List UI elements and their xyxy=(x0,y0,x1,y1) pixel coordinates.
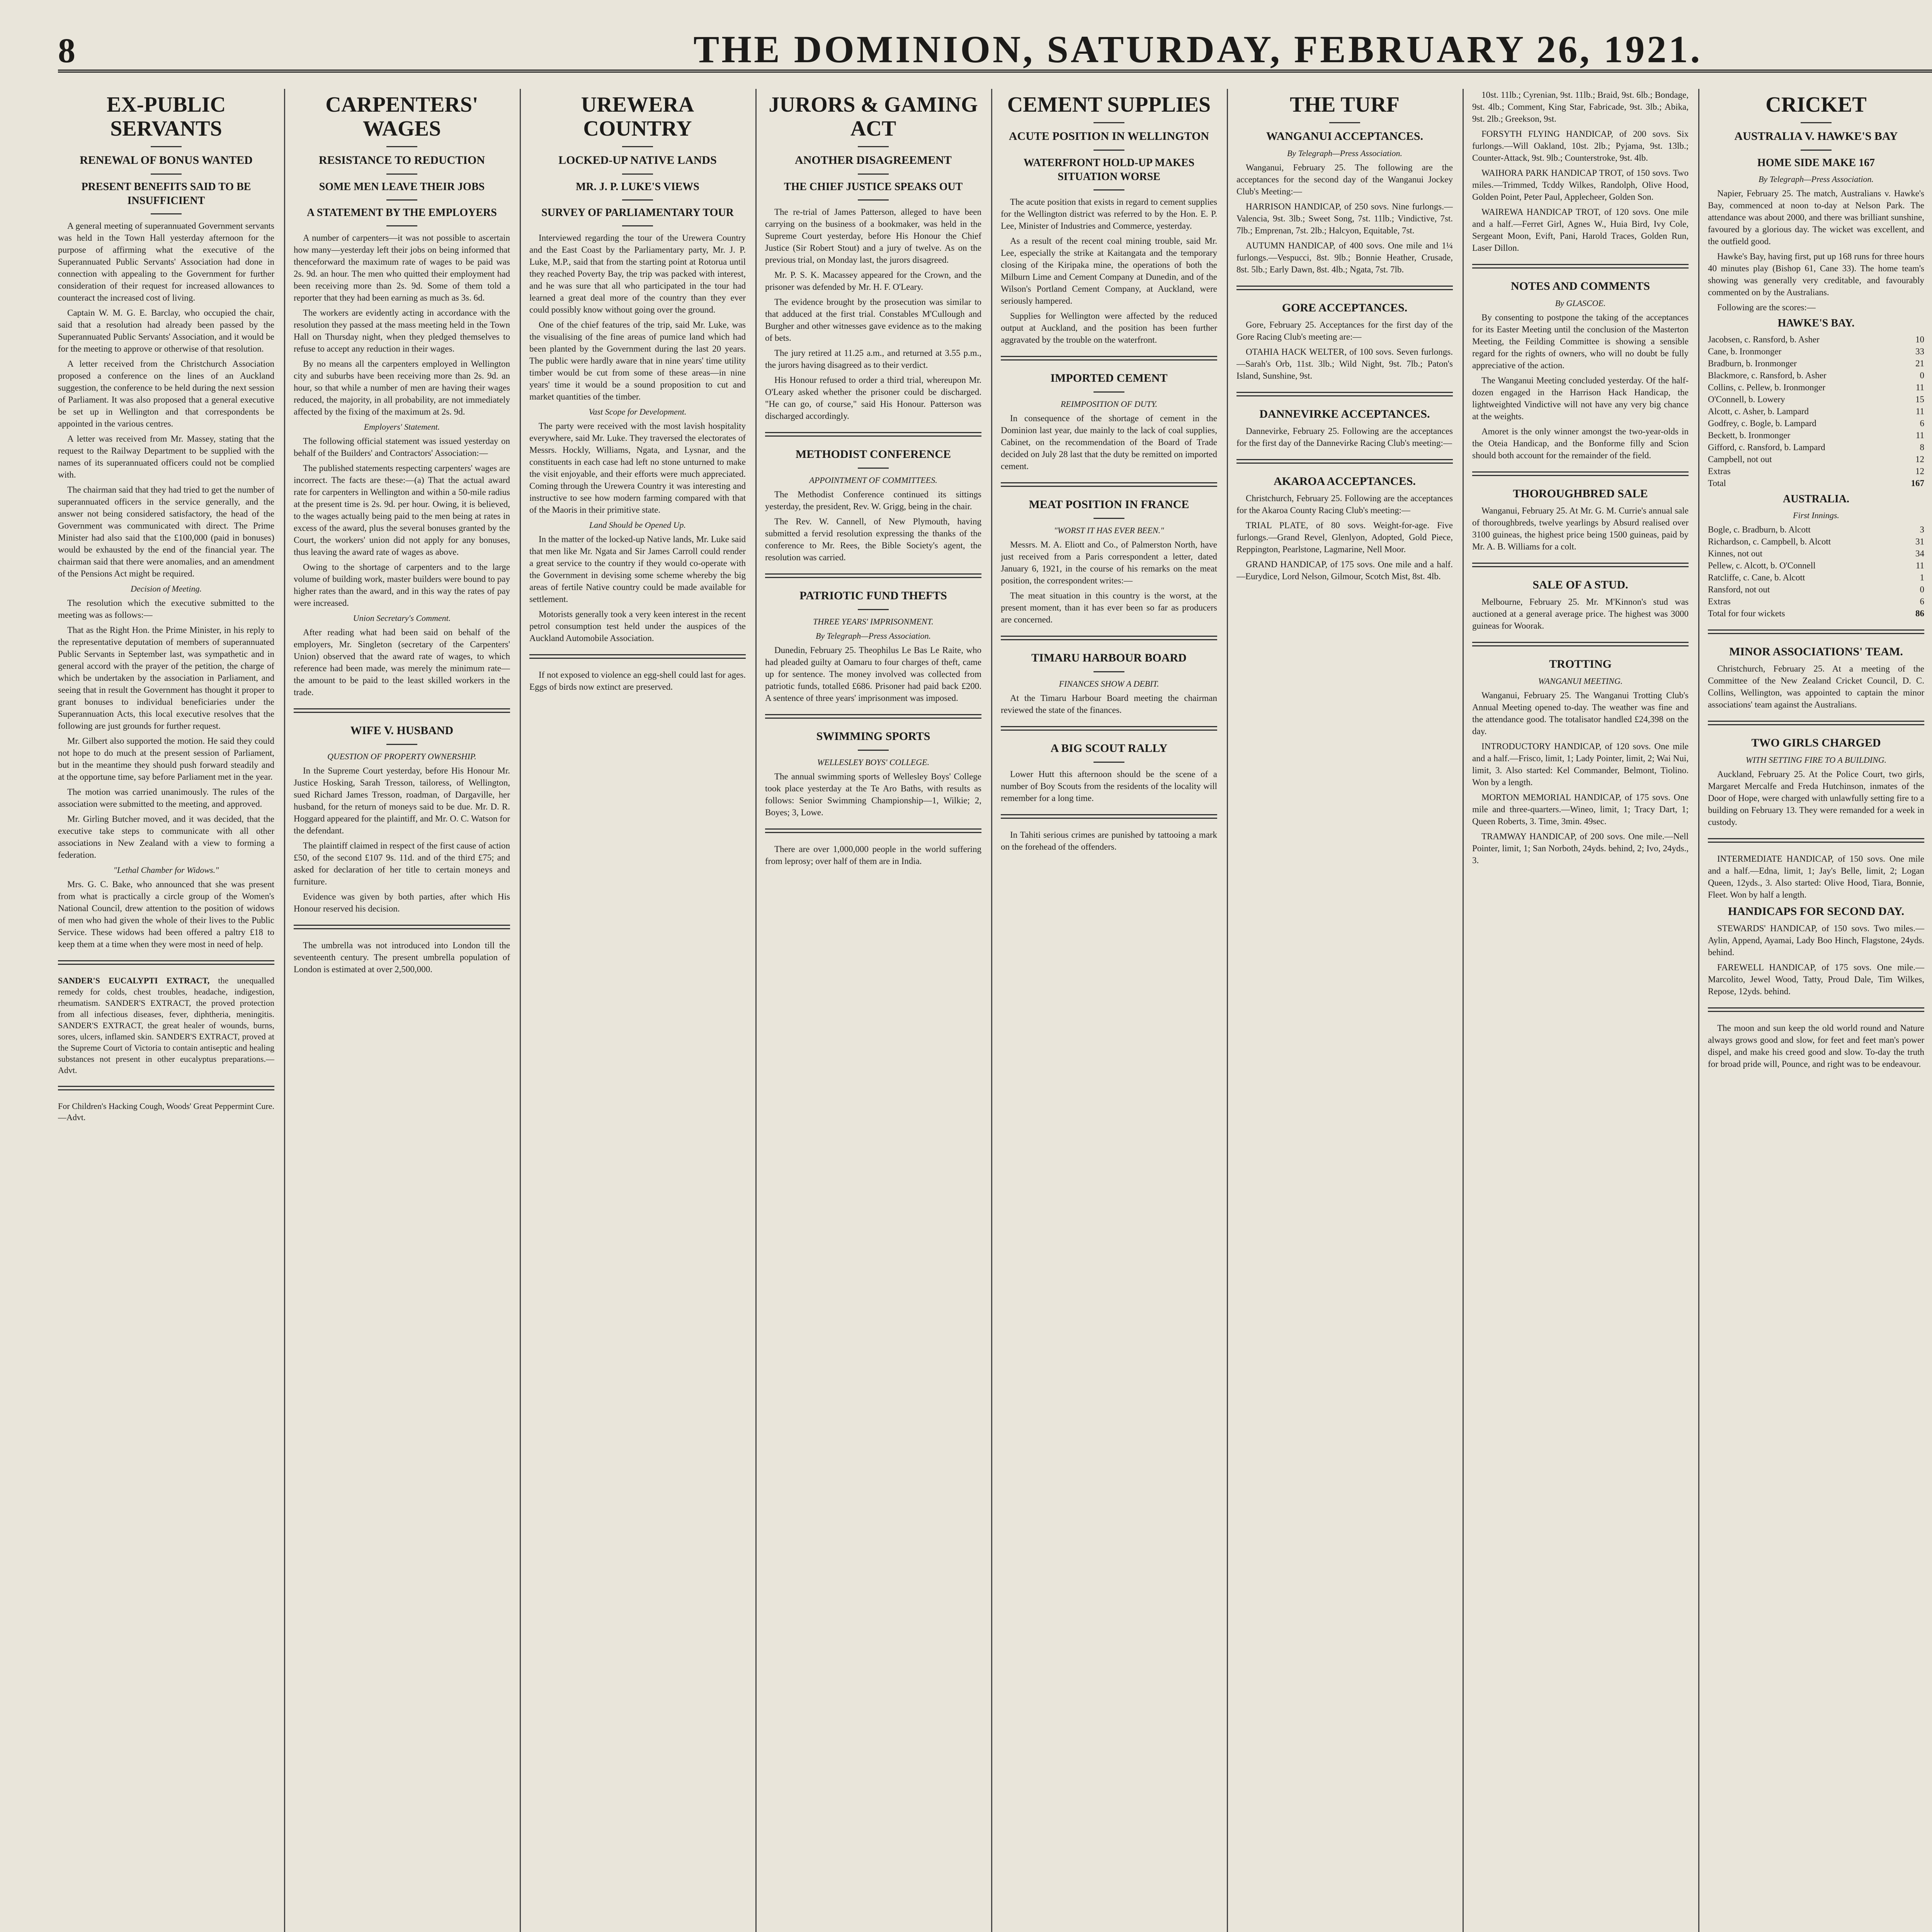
batsman-runs: 15 xyxy=(1915,395,1924,404)
headline: THE TURF xyxy=(1290,93,1400,117)
paragraph: Mr. Gilbert also supported the motion. He said they could not hope to do much at the present session of Parliament, but in the meantime they should push forward steadily and at the opportune time, say before Parliament met in the year. xyxy=(58,736,274,782)
batsman-name: Ratcliffe, c. Cane, b. Alcott xyxy=(1708,573,1805,582)
batsman-name: Pellew, c. Alcott, b. O'Connell xyxy=(1708,561,1816,570)
batsman-name: Campbell, not out xyxy=(1708,454,1772,464)
score-total xyxy=(1708,607,1924,619)
advertisement xyxy=(58,975,274,1076)
cricket-section xyxy=(1708,89,1924,1073)
ad-title: SANDER'S EUCALYPTI EXTRACT, xyxy=(58,976,210,985)
divider xyxy=(1236,286,1453,290)
divider xyxy=(1329,122,1360,123)
batsman-name: Kinnes, not out xyxy=(1708,549,1763,558)
score-row xyxy=(1708,369,1924,381)
batsman-runs: 12 xyxy=(1915,454,1924,464)
subheading: SALE OF A STUD. xyxy=(1532,578,1628,591)
batsman-runs: 11 xyxy=(1915,430,1924,440)
divider xyxy=(1001,726,1217,731)
paragraph: Dannevirke, February 25. Following are the acceptances for the first day of the Dannevirke Racing Club's meeting:— xyxy=(1236,426,1453,448)
batsman-name: Gifford, c. Ransford, b. Lampard xyxy=(1708,442,1825,452)
divider xyxy=(386,199,417,201)
divider xyxy=(1094,391,1124,393)
score-row xyxy=(1708,393,1924,405)
divider xyxy=(1236,459,1453,464)
paragraph: One of the chief features of the trip, said Mr. Luke, was the visualising of the fine areas of pumice land which had been planted by the Government during the last 20 years. The public were hardly aware that in nine years' time utility timber would be cut from some of these areas—in nine years' time it would be a sound proposition to cut and market quantities of the timber. xyxy=(529,320,746,401)
subheading: ACUTE POSITION IN WELLINGTON xyxy=(1009,130,1209,143)
paragraph: By consenting to postpone the taking of the acceptances for its Easter Meeting until the conclusion of the Masterton Meeting, the Feilding Committee is showing a sensible regard for the rights of owners, who will no doubt be fully appreciative of the action. xyxy=(1472,313,1689,370)
score-row xyxy=(1708,441,1924,453)
score-row xyxy=(1708,357,1924,369)
divider xyxy=(1472,264,1689,269)
paragraph: Mr. Girling Butcher moved, and it was decided, that the executive take steps to communicate with all other associations in New Zealand with a view to forming a federation. xyxy=(58,814,274,860)
divider xyxy=(1094,762,1124,763)
deck: SURVEY OF PARLIAMENTARY TOUR xyxy=(541,207,734,219)
paragraph: Lower Hutt this afternoon should be the scene of a number of Boy Scouts from the residents of the locality will remember for a long time. xyxy=(1001,769,1217,803)
divider xyxy=(622,225,653,226)
subheading: TWO GIRLS CHARGED xyxy=(1751,736,1881,749)
total-label: Total xyxy=(1708,478,1726,488)
paragraph: Melbourne, February 25. Mr. M'Kinnon's stud was auctioned at a general average price. The highest was 3000 guineas for Woorak. xyxy=(1472,597,1689,631)
paragraph: WAIREWA HANDICAP TROT, of 120 sovs. One mile and a half.—Ferret Girl, Agnes W., Huia Bird, Ivy Cole, Sergeant Moon, Evift, Pani, Harold Traces, Golden Run, Laser Dillon. xyxy=(1472,207,1689,253)
paragraph: A number of carpenters—it was not possible to ascertain how many—yesterday left their jobs on being informed that thenceforward the maximum rate of wages to be paid was 2s. 9d. an hour. The men who quitted their employment had been receiving more than 2s. 9d. Some of them told a reporter that they had been earning as much as 3s. 6d. xyxy=(294,233,510,303)
batsman-runs: 0 xyxy=(1920,371,1924,380)
divider xyxy=(858,173,889,175)
paragraph: The evidence brought by the prosecution was similar to that adduced at the first trial. Constables M'Cullough and Burgher and other witnesses gave evidence as to the making of bets. xyxy=(765,297,981,343)
total-label: Total for four wickets xyxy=(1708,609,1785,618)
subheading: RESISTANCE TO REDUCTION xyxy=(318,154,485,167)
deck: SOME MEN LEAVE THEIR JOBS xyxy=(319,181,485,193)
score-row xyxy=(1708,453,1924,465)
divider xyxy=(858,468,889,469)
subheading: HANDICAPS FOR SECOND DAY. xyxy=(1728,905,1905,918)
column-3 xyxy=(529,89,746,1932)
paragraph: Captain W. M. G. E. Barclay, who occupied the chair, said that a resolution had already been passed by the Superannuated Public Servants' Association, and it would be for the meeting to approve or otherwise of that resolution. xyxy=(58,308,274,354)
batsman-runs: 8 xyxy=(1920,442,1924,452)
paragraph: The party were received with the most lavish hospitality everywhere, said Mr. Luke. They traversed the electorates of Messrs. Hockly, Williams, Ngata, and Lysnar, and the constituents in each case had left no stone unturned to make the visit enjoyable, and their efforts were much appreciated. Coming through the Urewera Country it was interesting and instructive to see how modern farming compared with that of the Maoris in their primitive state. xyxy=(529,421,746,515)
paragraph: The annual swimming sports of Wellesley Boys' College took place yesterday at the Te Aro Baths, with results as follows: Senior Swimming Championship—1, Wilkie; 2, Boyes; 3, Lowe. xyxy=(765,772,981,817)
paragraph: In consequence of the shortage of cement in the Dominion last year, due mainly to the lack of coal supplies, Cabinet, on the recommendation of the Board of Trade decided on July 28 last that the duty be remitted on imported cement. xyxy=(1001,413,1217,471)
paragraph: The moon and sun keep the old world round and Nature always grows good and slow, for feet and feet man's power dispel, and make his creed good and slow. To-day the truth for broad pride will, Pounce, and right was to be endeavour. xyxy=(1708,1023,1924,1069)
deck: PRESENT BENEFITS SAID TO BE INSUFFICIENT xyxy=(81,181,251,207)
column-rule xyxy=(284,89,285,1932)
section-heading: Land Should be Opened Up. xyxy=(589,520,686,530)
deck: WITH SETTING FIRE TO A BUILDING. xyxy=(1745,755,1887,765)
paragraph: AUTUMN HANDICAP, of 400 sovs. One mile and 1¼ furlongs.—Vespucci, 8st. 9lb.; Bonnie Heather, Crusade, 8st. 5lb.; Early Dawn, 8st. 4lb.; Ngata, 7st. 7lb. xyxy=(1236,241,1453,274)
paragraph: By no means all the carpenters employed in Wellington city and suburbs have been receiving more than 2s. 9d. an hour, so that while a number of men are having their wages reduced, the majority, in all probability, are not immediately affected by the fixing of the maximum at 2s. 9d. xyxy=(294,359,510,417)
divider xyxy=(858,199,889,201)
paragraph: Hawke's Bay, having first, put up 168 runs for three hours 40 minutes play (Bishop 61, Cane 33). The home team's showing was generally very creditable, and favourably commented on by the Australians. xyxy=(1708,252,1924,297)
batsman-runs: 0 xyxy=(1920,585,1924,594)
paragraph: The resolution which the executive submitted to the meeting was as follows:— xyxy=(58,598,274,620)
byline: By Telegraph—Press Association. xyxy=(1758,174,1874,184)
ad-body: the unequalled remedy for colds, chest troubles, headache, indigestion, rheumatism. SANDER'S EXTRACT, the proved protection from all infectious diseases, fever, diphtheria, meningitis. SANDER'S EXTRACT, the great healer of wounds, burns, sores, ulcers, inflamed skin. SANDER'S EXTRACT, proved at the Supreme Court of Victoria to contain antiseptic and healing substances not present in other eucalyptus preparations.—Advt. xyxy=(58,976,274,1075)
divider xyxy=(858,609,889,610)
divider xyxy=(765,432,981,437)
divider xyxy=(1001,482,1217,487)
score-row xyxy=(1708,381,1924,393)
paragraph: Christchurch, February 25. At a meeting of the Committee of the New Zealand Cricket Council, D. C. Collins, Wellington, was appointed to captain the minor associations' team against the Australians. xyxy=(1708,664,1924,709)
headline: CEMENT SUPPLIES xyxy=(1007,93,1211,117)
batsman-name: Ransford, not out xyxy=(1708,585,1770,594)
divider xyxy=(1094,189,1124,190)
score-row xyxy=(1708,583,1924,595)
deck: QUESTION OF PROPERTY OWNERSHIP. xyxy=(327,752,476,761)
deck: A STATEMENT BY THE EMPLOYERS xyxy=(307,207,497,219)
score-row xyxy=(1708,524,1924,536)
deck: WATERFRONT HOLD-UP MAKES SITUATION WORSE xyxy=(1023,157,1195,183)
divider xyxy=(858,750,889,751)
paragraph: The chairman said that they had tried to get the number of superannuated officers in the service generally, and the answer not being considered satisfactory, the head of the Government was communicated with direct. The Prime Minister had also said that the £100,000 (paid in bonuses) would be exhausted by the end of the financial year. The chairman said that there were anomalies, and an amendment of the Pensions Act might be required. xyxy=(58,485,274,578)
divider xyxy=(1001,356,1217,361)
section-heading: Decision of Meeting. xyxy=(131,584,202,594)
paragraph: The acute position that exists in regard to cement supplies for the Wellington district was referred to by the Hon. E. P. Lee, Minister of Industries and Commerce, yesterday. xyxy=(1001,197,1217,231)
paragraph: His Honour refused to order a third trial, whereupon Mr. O'Leary asked whether the prisoner could be discharged. "He can go, of course," said His Honour. Patterson was discharged accordingly. xyxy=(765,375,981,421)
paragraph: WAIHORA PARK HANDICAP TROT, of 150 sovs. Two miles.—Trimmed, Tcddy Wilkes, Randolph, Olive Hood, Golden Point, Peter Paul, Applecheer, Golden Son. xyxy=(1472,168,1689,202)
paragraph: A letter received from the Christchurch Association proposed a conference on the lines of an Auckland suggestion, the conference to be held during the next session of Parliament. It was also proposed that a general executive be set up in Wellington and that correspondents be appointed in the various centres. xyxy=(58,359,274,429)
divider xyxy=(1708,629,1924,634)
section-heading: "Lethal Chamber for Widows." xyxy=(113,865,219,875)
deck: WELLESLEY BOYS' COLLEGE. xyxy=(817,757,930,767)
score-row xyxy=(1708,405,1924,417)
subheading: AKAROA ACCEPTANCES. xyxy=(1274,475,1416,488)
paragraph: Wanganui, February 25. The Wanganui Trotting Club's Annual Meeting opened to-day. The weather was fine and the attendance good. The totalisator handled £24,398 on the day. xyxy=(1472,690,1689,736)
batsman-name: Extras xyxy=(1708,466,1731,476)
batsman-name: Extras xyxy=(1708,597,1731,606)
column-7 xyxy=(1472,89,1689,1932)
newspaper-title: THE DOMINION, SATURDAY, FEBRUARY 26, 1921. xyxy=(693,28,1702,71)
column-6 xyxy=(1236,89,1453,1932)
paragraph: After reading what had been said on behalf of the employers, Mr. Singleton (secretary of the Carpenters' Union) observed that the award rate of wages, to which reference had been made, was merely the minimum rate—the amount to be paid to the least skilled workers in the trade. xyxy=(294,628,510,697)
score-row xyxy=(1708,571,1924,583)
paragraph: The Methodist Conference continued its sittings yesterday, the president, Rev. W. Grigg, being in the chair. xyxy=(765,490,981,511)
divider xyxy=(765,573,981,578)
paragraph: Napier, February 25. The match, Australians v. Hawke's Bay, commenced at noon to-day at Nelson Park. The attendance was about 2000, and there was brilliant sunshine, favoured by a glorious day. The wicket was excellent, and the outfield good. xyxy=(1708,189,1924,246)
divider xyxy=(529,654,746,659)
batsman-name: Beckett, b. Ironmonger xyxy=(1708,430,1791,440)
subheading: IMPORTED CEMENT xyxy=(1050,372,1168,384)
paragraph: INTERMEDIATE HANDICAP, of 150 sovs. One mile and a half.—Edna, limit, 1; Jay's Belle, limit, 2; Logan Queen, 12yds., 3. Also started: Olive Hood, Tiara, Bonnie, Fleet. Won by half a length. xyxy=(1708,854,1924,900)
batsman-runs: 10 xyxy=(1915,335,1924,344)
paragraph: Mr. P. S. K. Macassey appeared for the Crown, and the prisoner was defended by Mr. H. F. O'Leary. xyxy=(765,270,981,292)
batsman-runs: 31 xyxy=(1915,537,1924,546)
subheading: WIFE V. HUSBAND xyxy=(350,724,454,737)
column-rule xyxy=(755,89,757,1932)
column-rule xyxy=(1698,89,1699,1932)
paragraph: Wanganui, February 25. The following are the acceptances for the second day of the Wanganui Jockey Club's Meeting:— xyxy=(1236,163,1453,196)
batsman-name: Richardson, c. Campbell, b. Alcott xyxy=(1708,537,1831,546)
paragraph: Christchurch, February 25. Following are the acceptances for the Akaroa County Racing Club's meeting:— xyxy=(1236,493,1453,515)
batsman-runs: 11 xyxy=(1915,561,1924,570)
divider xyxy=(1472,563,1689,567)
paragraph: Amoret is the only winner amongst the two-year-olds in the Oteia Handicap, and the Bonforme filly and Scion should both account for the remainder of the field. xyxy=(1472,427,1689,460)
paragraph: STEWARDS' HANDICAP, of 150 sovs. Two miles.—Aylin, Append, Ayamai, Lady Boo Hinch, Flagstone, 24yds. behind. xyxy=(1708,923,1924,957)
column-rule xyxy=(1463,89,1464,1932)
deck: REIMPOSITION OF DUTY. xyxy=(1060,399,1158,409)
score-total xyxy=(1708,477,1924,489)
score-row xyxy=(1708,536,1924,548)
paragraph: The workers are evidently acting in accordance with the resolution they passed at the mass meeting held in the Town Hall on Thursday night, when they pledged themselves to refuse to accept any reduction in their wages. xyxy=(294,308,510,354)
paragraph: 10st. 11lb.; Cyrenian, 9st. 11lb.; Braid, 9st. 6lb.; Bondage, 9st. 4lb.; Comment, King Star, Fabricade, 9st. 3lb.; Abika, 9st. 2lb.; Greekson, 9st. xyxy=(1472,90,1689,124)
batsman-runs: 3 xyxy=(1920,525,1924,534)
byline: By Telegraph—Press Association. xyxy=(815,631,931,641)
column-8 xyxy=(1708,89,1932,1932)
paragraph: Interviewed regarding the tour of the Urewera Country and the East Coast by the Parliamentary party, Mr. J. P. Luke, M.P., said that from the starting point at Rotorua until they reached Poverty Bay, the trip was packed with interest, and he was sure that all who participated in the tour had learned a great deal more of the country than they ever could possibly know without going over the ground. xyxy=(529,233,746,315)
paragraph: The Rev. W. Cannell, of New Plymouth, having submitted a fervid resolution expressing the thanks of the conference to Mr. Rees, the Bible Society's agent, the resolution was carried. xyxy=(765,517,981,562)
paragraph: Wanganui, February 25. At Mr. G. M. Currie's annual sale of thoroughbreds, twelve yearlings by Absurd realised over 3100 guineas, the highest price being 1500 guineas, paid by Mr. A. B. Williams for a colt. xyxy=(1472,506,1689,551)
divider xyxy=(386,225,417,226)
paragraph: In Tahiti serious crimes are punished by tattooing a mark on the forehead of the offenders. xyxy=(1001,830,1217,852)
subheading: MINOR ASSOCIATIONS' TEAM. xyxy=(1729,645,1903,658)
paragraph: That as the Right Hon. the Prime Minister, in his reply to the representative deputation of members of superannuated Public Servants in September last, was sympathetic and in general accord with the prayer of the petition, the charge of which be undertaken by the association in Parliament, and seeing that in result the Government has thought it proper to grant bonuses to individual beneficiaries under the Superannuation Acts, this local executive resolves that the following are just grounds for further request. xyxy=(58,625,274,731)
section-heading: Vast Scope for Development. xyxy=(588,407,687,417)
score-row xyxy=(1708,417,1924,429)
column-5 xyxy=(1001,89,1217,1932)
team-heading: AUSTRALIA. xyxy=(1783,493,1849,505)
divider xyxy=(1001,636,1217,640)
paragraph: Auckland, February 25. At the Police Court, two girls, Margaret Mercalfe and Freda Hutchinson, inmates of the Door of Hope, were charged with unlawfully setting fire to a building on February 13. They were remanded for a week in custody. xyxy=(1708,769,1924,827)
score-row xyxy=(1708,429,1924,441)
paragraph: HARRISON HANDICAP, of 250 sovs. Nine furlongs.—Valencia, 9st. 3lb.; Sweet Song, 7st. 11lb.; Vindictive, 7st. 7lb.; Emprenan, 7st. 2lb.; Halcyon, Equitable, 7st. xyxy=(1236,202,1453,235)
batsman-name: Cane, b. Ironmonger xyxy=(1708,347,1782,356)
batsman-name: Bogle, c. Bradburn, b. Alcott xyxy=(1708,525,1811,534)
subheading: DANNEVIRKE ACCEPTANCES. xyxy=(1259,408,1430,420)
page-number: 8 xyxy=(58,32,75,70)
deck: THREE YEARS' IMPRISONMENT. xyxy=(813,617,934,626)
divider xyxy=(1708,721,1924,725)
paragraph: GRAND HANDICAP, of 175 sovs. One mile and a half.—Eurydice, Lord Nelson, Gilmour, Scotch Mist, 8st. 4lb. xyxy=(1236,560,1453,581)
paragraph: INTRODUCTORY HANDICAP, of 120 sovs. One mile and a half.—Frisco, limit, 1; Lady Pointer, limit, 2; Wai Nui, limit, 3. Also started: Kel Commander, Belmont, Tiolino. Won by a length. xyxy=(1472,742,1689,787)
deck: WANGANUI MEETING. xyxy=(1538,676,1623,686)
divider xyxy=(1708,838,1924,843)
divider xyxy=(294,925,510,929)
batsman-name: Bradburn, b. Ironmonger xyxy=(1708,359,1797,368)
divider xyxy=(1094,150,1124,151)
paragraph: OTAHIA HACK WELTER, of 100 sovs. Seven furlongs.—Sarah's Orb, 11st. 3lb.; Wild Night, 9st. 7lb.; Paton's Island, Sunshine, 9st. xyxy=(1236,347,1453,381)
subheading: A BIG SCOUT RALLY xyxy=(1050,742,1168,755)
paragraph: Owing to the shortage of carpenters and to the large volume of building work, master builders were bound to pay higher rates than the award, and in this way the rates of pay were increased. xyxy=(294,562,510,608)
innings-label: First Innings. xyxy=(1793,510,1839,520)
subheading: NOTES AND COMMENTS xyxy=(1510,280,1650,293)
advertisement: For Children's Hacking Cough, Woods' Great Peppermint Cure.—Advt. xyxy=(58,1101,274,1122)
divider xyxy=(1094,122,1124,123)
divider xyxy=(386,146,417,147)
divider xyxy=(151,173,182,175)
paragraph: In the Supreme Court yesterday, before His Honour Mr. Justice Hosking, Sarah Tresson, tailoress, of Wellington, sued Richard James Tresson, roadman, of Dargaville, her husband, for the return of moneys said to be due. Mr. D. R. Hoggard appeared for the plaintiff, and Mr. O. C. Watson for the defendant. xyxy=(294,766,510,835)
paragraph: A letter was received from Mr. Massey, stating that the request to the Railway Department to be supplied with the names of its superannuated officers could not be complied with. xyxy=(58,434,274,480)
divider xyxy=(58,960,274,965)
batsman-runs: 6 xyxy=(1920,418,1924,428)
subheading: RENEWAL OF BONUS WANTED xyxy=(80,154,253,167)
divider xyxy=(58,1086,274,1090)
batsman-name: Collins, c. Pellew, b. Ironmonger xyxy=(1708,383,1825,392)
score-row xyxy=(1708,465,1924,477)
paragraph: TRIAL PLATE, of 80 sovs. Weight-for-age. Five furlongs.—Grand Revel, Glenlyon, Adopted, Gold Piece, Reppington, Pearlstone, Lagmarine, Nell Moor. xyxy=(1236,520,1453,554)
deck: "WORST IT HAS EVER BEEN." xyxy=(1054,526,1164,535)
subheading: WANGANUI ACCEPTANCES. xyxy=(1266,130,1423,143)
paragraph: At the Timaru Harbour Board meeting the chairman reviewed the state of the finances. xyxy=(1001,693,1217,715)
headline: CARPENTERS' WAGES xyxy=(325,93,478,141)
scorecard-hawkes-bay xyxy=(1708,333,1924,477)
deck: FINANCES SHOW A DEBIT. xyxy=(1059,679,1159,689)
divider xyxy=(386,173,417,175)
batsman-runs: 33 xyxy=(1915,347,1924,356)
column-rule xyxy=(1227,89,1228,1932)
divider xyxy=(1472,471,1689,476)
deck: MR. J. P. LUKE'S VIEWS xyxy=(576,181,699,193)
divider xyxy=(1094,671,1124,672)
batsman-name: O'Connell, b. Lowery xyxy=(1708,395,1785,404)
subheading: MEAT POSITION IN FRANCE xyxy=(1029,498,1189,511)
paragraph: Supplies for Wellington were affected by the reduced output at Auckland, and the position has been further aggravated by the trouble on the waterfront. xyxy=(1001,311,1217,345)
batsman-runs: 11 xyxy=(1915,406,1924,416)
masthead xyxy=(58,23,1932,73)
paragraph: There are over 1,000,000 people in the world suffering from leprosy; over half of them are in India. xyxy=(765,844,981,866)
divider xyxy=(151,146,182,147)
batsman-runs: 12 xyxy=(1915,466,1924,476)
scorecard-australia xyxy=(1708,524,1924,607)
divider xyxy=(622,173,653,175)
total-runs: 167 xyxy=(1911,478,1924,488)
paragraph: MORTON MEMORIAL HANDICAP, of 175 sovs. One mile and three-quarters.—Wineo, limit, 1; Tracy Dart, 1; Queen Roberts, 3. Time, 3min. 49sec. xyxy=(1472,793,1689,826)
batsman-runs: 21 xyxy=(1915,359,1924,368)
headline: JURORS & GAMING ACT xyxy=(769,93,978,141)
paragraph: Dunedin, February 25. Theophilus Le Bas Le Raite, who had pleaded guilty at Oamaru to four charges of theft, came up for sentence. The money involved was collected from patriotic funds, totalled £686. Prisoner had paid back £200. A sentence of three years' imprisonment was imposed. xyxy=(765,645,981,703)
divider xyxy=(294,708,510,713)
byline: By Telegraph—Press Association. xyxy=(1287,148,1403,158)
divider xyxy=(1708,1007,1924,1012)
deck: HOME SIDE MAKE 167 xyxy=(1757,157,1875,169)
paragraph: Evidence was given by both parties, after which His Honour reserved his decision. xyxy=(294,892,510,913)
headline: UREWERA COUNTRY xyxy=(581,93,694,141)
batsman-runs: 34 xyxy=(1915,549,1924,558)
batsman-name: Godfrey, c. Bogle, b. Lampard xyxy=(1708,418,1816,428)
total-runs: 86 xyxy=(1915,609,1924,618)
paragraph: If not exposed to violence an egg-shell could last for ages. Eggs of birds now extinct are preserved. xyxy=(529,670,746,692)
subheading: METHODIST CONFERENCE xyxy=(795,448,951,461)
paragraph: The plaintiff claimed in respect of the first cause of action £50, of the second £107 9s. 11d. and of the third £75; and asked for declaration of her title to certain moneys and furniture. xyxy=(294,841,510,886)
paragraph: The motion was carried unanimously. The rules of the association were submitted to the meeting, and approved. xyxy=(58,787,274,809)
paragraph: TRAMWAY HANDICAP, of 200 sovs. One mile.—Nell Pointer, limit, 1; San Norboth, 24yds. behind, 2; Ivo, 24yds., 3. xyxy=(1472,832,1689,865)
divider xyxy=(1801,150,1832,151)
team-heading: HAWKE'S BAY. xyxy=(1777,317,1855,329)
batsman-name: Alcott, c. Asher, b. Lampard xyxy=(1708,406,1809,416)
divider xyxy=(858,146,889,147)
deck: APPOINTMENT OF COMMITTEES. xyxy=(809,475,937,485)
subheading: PATRIOTIC FUND THEFTS xyxy=(799,589,947,602)
paragraph: FORSYTH FLYING HANDICAP, of 200 sovs. Six furlongs.—Will Oakland, 10st. 2lb.; Pyjama, 9st. 13lb.; Counter-Attack, 9st. 9lb.; Counterstroke, 9st. 4lb. xyxy=(1472,129,1689,163)
subheading: LOCKED-UP NATIVE LANDS xyxy=(558,154,717,167)
paragraph: Motorists generally took a very keen interest in the recent petrol consumption test held under the auspices of the Auckland Automobile Association. xyxy=(529,609,746,643)
divider xyxy=(151,213,182,214)
subheading: TIMARU HARBOUR BOARD xyxy=(1031,651,1187,664)
paragraph: The jury retired at 11.25 a.m., and returned at 3.55 p.m., the jurors having disagreed as to their verdict. xyxy=(765,348,981,370)
paragraph: FAREWELL HANDICAP, of 175 sovs. One mile.—Marcolito, Jewel Wood, Tatty, Proud Dale, Tim Wilkes, Repose, 12yds. behind. xyxy=(1708,963,1924,996)
paragraph: A general meeting of superannuated Government servants was held in the Town Hall yesterday afternoon for the purpose of affirming what the executive of the Superannuated Public Servants' Association had done in connection with appealing to the Government for further consideration of their request for increased allowances to counteract the increased cost of living. xyxy=(58,221,274,303)
score-row xyxy=(1708,595,1924,607)
subheading: AUSTRALIA V. HAWKE'S BAY xyxy=(1734,130,1898,143)
divider xyxy=(622,146,653,147)
paragraph: The re-trial of James Patterson, alleged to have been carrying on the business of a bookmaker, was held in the Supreme Court yesterday, before His Honour the Chief Justice (Sir Robert Stout) and a jury of twelve. As on the previous trial, on Monday last, the jurors disagreed. xyxy=(765,207,981,265)
paragraph: The Wanganui Meeting concluded yesterday. Of the half-dozen engaged in the Harrison Hack Handicap, the lightweighted Vindictive will not have any very big chance at the weights. xyxy=(1472,376,1689,421)
divider xyxy=(386,744,417,745)
paragraph: The published statements respecting carpenters' wages are incorrect. The facts are these:—(a) That the actual award rate for carpenters in Wellington and within a 50-mile radius at the present time is 2s. 9d. per hour. Owing, it is believed, to the wages actually being paid to the men being at rates in excess of the award, plus the several bonuses granted by the Court, the workers' union did not apply for any bonuses, thus leaving the award rate of wages as above. xyxy=(294,463,510,557)
headline: EX-PUBLIC SERVANTS xyxy=(106,93,226,141)
byline: By GLASCOE. xyxy=(1555,298,1606,308)
section-heading: Employers' Statement. xyxy=(364,422,440,432)
batsman-name: Blackmore, c. Ransford, b. Asher xyxy=(1708,371,1827,380)
batsman-runs: 11 xyxy=(1915,383,1924,392)
score-row xyxy=(1708,333,1924,345)
score-row xyxy=(1708,560,1924,571)
divider xyxy=(1236,392,1453,396)
subheading: ANOTHER DISAGREEMENT xyxy=(795,154,952,167)
score-row xyxy=(1708,548,1924,560)
column-rule xyxy=(520,89,521,1932)
deck: THE CHIEF JUSTICE SPEAKS OUT xyxy=(784,181,963,193)
divider xyxy=(765,828,981,833)
paragraph: The following official statement was issued yesterday on behalf of the Builders' and Contractors' Association:— xyxy=(294,436,510,458)
paragraph: Gore, February 25. Acceptances for the first day of the Gore Racing Club's meeting are:— xyxy=(1236,320,1453,342)
subheading: SWIMMING SPORTS xyxy=(816,730,930,743)
paragraph: Following are the scores:— xyxy=(1717,303,1816,312)
headline: CRICKET xyxy=(1765,93,1867,117)
divider xyxy=(1801,122,1832,123)
paragraph: Messrs. M. A. Eliott and Co., of Palmerston North, have just received from a Paris correspondent a letter, dated January 6, 1921, in the course of his remarks on the meat position, the correspondent writes:— xyxy=(1001,540,1217,585)
subheading: GORE ACCEPTANCES. xyxy=(1282,301,1408,314)
section-heading: Union Secretary's Comment. xyxy=(353,613,451,623)
subheading: THOROUGHBRED SALE xyxy=(1513,487,1648,500)
batsman-runs: 6 xyxy=(1920,597,1924,606)
paragraph: In the matter of the locked-up Native lands, Mr. Luke said that men like Mr. Ngata and Sir James Carroll could render a great service to the country if they would co-operate with the Government in devising some scheme whereby the big areas of fertile Native country could be made available for settlement. xyxy=(529,534,746,604)
divider xyxy=(765,714,981,719)
paragraph: The umbrella was not introduced into London till the seventeenth century. The present umbrella population of London is estimated at over 2,500,000. xyxy=(294,940,510,974)
column-1 xyxy=(58,89,274,1932)
divider xyxy=(622,199,653,201)
batsman-name: Jacobsen, c. Ransford, b. Asher xyxy=(1708,335,1820,344)
column-4 xyxy=(765,89,981,1932)
divider xyxy=(1472,642,1689,646)
paragraph: The meat situation in this country is the worst, at the present moment, than it has ever been so far as producers are concerned. xyxy=(1001,591,1217,624)
divider xyxy=(1001,814,1217,819)
divider xyxy=(1094,518,1124,519)
subheading: TROTTING xyxy=(1549,658,1612,670)
score-row xyxy=(1708,345,1924,357)
batsman-runs: 1 xyxy=(1920,573,1924,582)
column-rule xyxy=(991,89,992,1932)
paragraph: As a result of the recent coal mining trouble, said Mr. Lee, especially the strike at Kaitangata and the temporary closing of the Kiripaka mine, the operations of both the Milburn Lime and Cement Company at Dunedin, and of the Wilson's Portland Cement Company, at Auckland, were seriously hampered. xyxy=(1001,236,1217,306)
column-2 xyxy=(294,89,510,1932)
paragraph: Mrs. G. C. Bake, who announced that she was present from what is practically a circle group of the Women's National Council, drew attention to the position of widows of men who had given the whole of their lives to the Public Service. These widows had been offered a paltry £18 to keep them at a time when they were most in need of help. xyxy=(58,879,274,949)
